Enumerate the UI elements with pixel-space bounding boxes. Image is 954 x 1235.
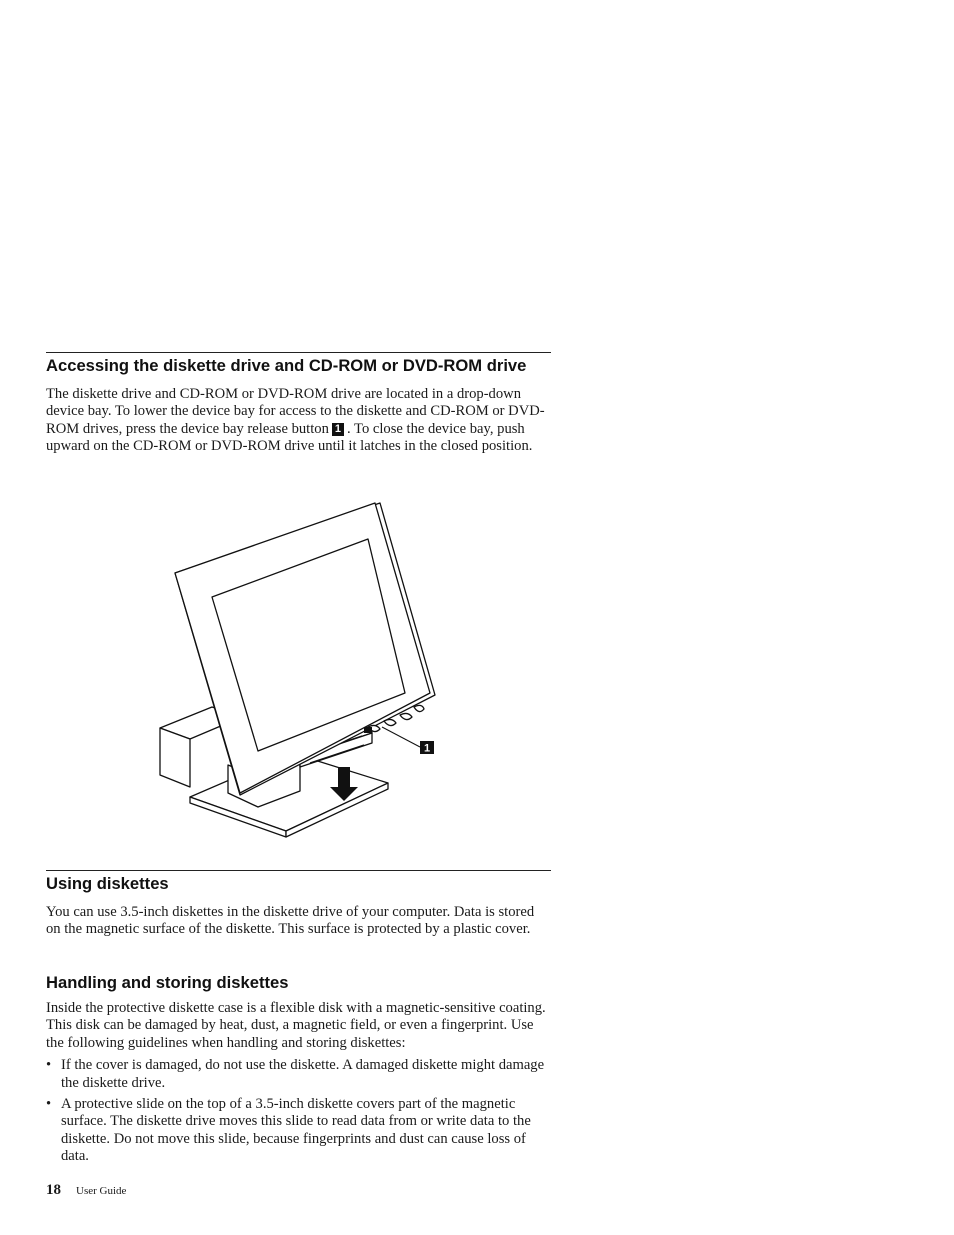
page-footer <box>46 1181 126 1199</box>
paragraph-device-bay-text-1: The diskette drive and CD-ROM or DVD-ROM drive are located in a drop-down device bay. To lower the device bay for access to the diskette and CD-ROM or DVD-ROM drives, press the device bay release button <box>46 386 545 437</box>
figure-callout-1: 1 <box>423 742 431 755</box>
paragraph-device-bay-text-2: . To close the device bay, push upward on the CD-ROM or DVD-ROM drive until it latches in the closed position. <box>46 420 533 455</box>
figure-computer-illustration <box>150 495 450 850</box>
section-accessing-drives <box>46 356 551 456</box>
page-number: 18 <box>46 1182 61 1198</box>
section-rule-top <box>46 352 551 353</box>
footer-title: User Guide <box>76 1185 127 1197</box>
guideline-item-2: • A protective slide on the top of a 3.5-inch diskette covers part of the magnetic surface. The diskette drive moves this slide to read data from or write data to the diskette. Do not move this slide, because fingerprints and dust can cause loss of data. <box>46 1096 551 1166</box>
heading-accessing-drives: Accessing the diskette drive and CD-ROM or DVD-ROM drive <box>46 356 527 375</box>
guidelines-list <box>46 1057 551 1165</box>
section-rule-using <box>46 870 551 871</box>
section-handling-diskettes <box>46 973 551 1170</box>
heading-handling-diskettes: Handling and storing diskettes <box>46 973 289 992</box>
paragraph-using-diskettes: You can use 3.5-inch diskettes in the diskette drive of your computer. Data is stored on the magnetic surface of the diskette. This surface is protected by a plastic cover. <box>46 904 535 938</box>
guideline-item-1: • If the cover is damaged, do not use the diskette. A damaged diskette might damage the diskette drive. <box>46 1057 551 1092</box>
heading-using-diskettes: Using diskettes <box>46 874 169 893</box>
section-using-diskettes <box>46 874 551 939</box>
callout-badge-inline: 1 <box>332 423 344 436</box>
paragraph-device-bay <box>46 386 551 456</box>
paragraph-handling-diskettes: Inside the protective diskette case is a flexible disk with a magnetic-sensitive coating. This disk can be damaged by heat, dust, a magnetic field, or even a fingerprint. Use the following guidelines when handling and storing diskettes: <box>46 1000 546 1051</box>
